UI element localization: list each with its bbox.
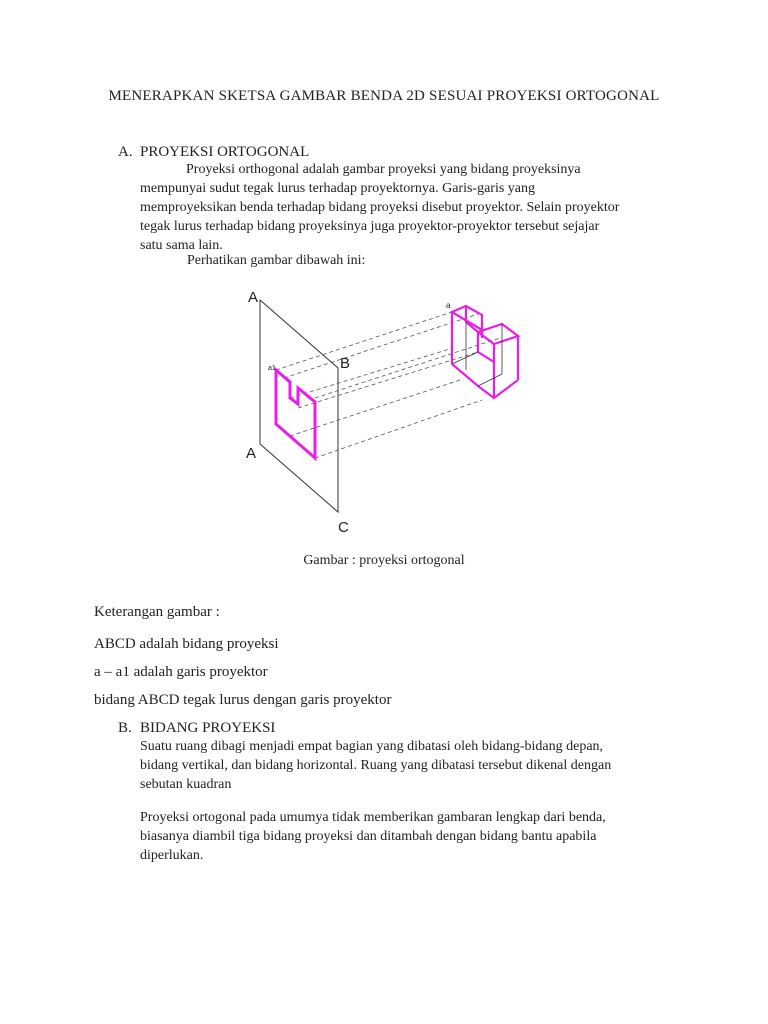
- section-b-heading: BIDANG PROYEKSI: [140, 720, 276, 736]
- section-a-paragraph: [140, 160, 675, 255]
- projection-diagram: [220, 280, 560, 540]
- keterangan-line: bidang ABCD tegak lurus dengan garis proyektor: [94, 692, 392, 708]
- front-projection-shape: [276, 370, 315, 458]
- para-line: Suatu ruang dibagi menjadi empat bagian yang dibatasi oleh bidang-bidang depan,: [140, 739, 604, 754]
- projection-figure: [220, 280, 560, 540]
- label-c: C: [338, 519, 349, 536]
- para-line: memproyeksikan benda terhadap bidang proyeksi disebut proyektor. Selain proyektor: [140, 200, 620, 215]
- keterangan-line: ABCD adalah bidang proyeksi: [94, 636, 279, 652]
- section-b-paragraph-2: [140, 808, 680, 865]
- para-line: tegak lurus terhadap bidang proyeksinya juga proyektor-proyektor tersebut sejajar: [140, 219, 600, 234]
- document-title: MENERAPKAN SKETSA GAMBAR BENDA 2D SESUAI PROYEKSI ORTOGONAL: [108, 88, 660, 104]
- section-a-letter: A.: [118, 144, 133, 160]
- para-line: mempunyai sudut tegak lurus terhadap proyektornya. Garis-garis yang: [140, 181, 536, 196]
- para-line: biasanya diambil tiga bidang proyeksi dan ditambah dengan bidang bantu apabila: [140, 829, 597, 844]
- label-a-small: a: [446, 301, 451, 310]
- para-line: bidang vertikal, dan bidang horizontal. Ruang yang dibatasi tersebut dikenal dengan: [140, 758, 612, 773]
- label-a-bottom: A: [246, 445, 257, 462]
- label-b: B: [340, 355, 351, 372]
- keterangan-heading: Keterangan gambar :: [94, 604, 220, 620]
- section-b-letter: B.: [118, 720, 132, 736]
- label-a-top: A: [248, 289, 259, 306]
- para-line: sebutan kuadran: [140, 777, 232, 792]
- label-a1-small: a1: [268, 365, 276, 372]
- section-b-paragraph-1: [140, 737, 680, 794]
- para-line: Proyeksi orthogonal adalah gambar proyeksi yang bidang proyeksinya: [186, 162, 581, 177]
- para-line: Proyeksi ortogonal pada umumya tidak memberikan gambaran lengkap dari benda,: [140, 810, 606, 825]
- keterangan-line: a – a1 adalah garis proyektor: [94, 664, 268, 680]
- object-3d: [452, 306, 518, 398]
- para-line: diperlukan.: [140, 848, 204, 863]
- figure-instruction: Perhatikan gambar dibawah ini:: [187, 253, 366, 268]
- para-line: satu sama lain.: [140, 238, 223, 253]
- figure-caption: Gambar : proyeksi ortogonal: [303, 553, 465, 568]
- section-a-heading: PROYEKSI ORTOGONAL: [140, 144, 310, 160]
